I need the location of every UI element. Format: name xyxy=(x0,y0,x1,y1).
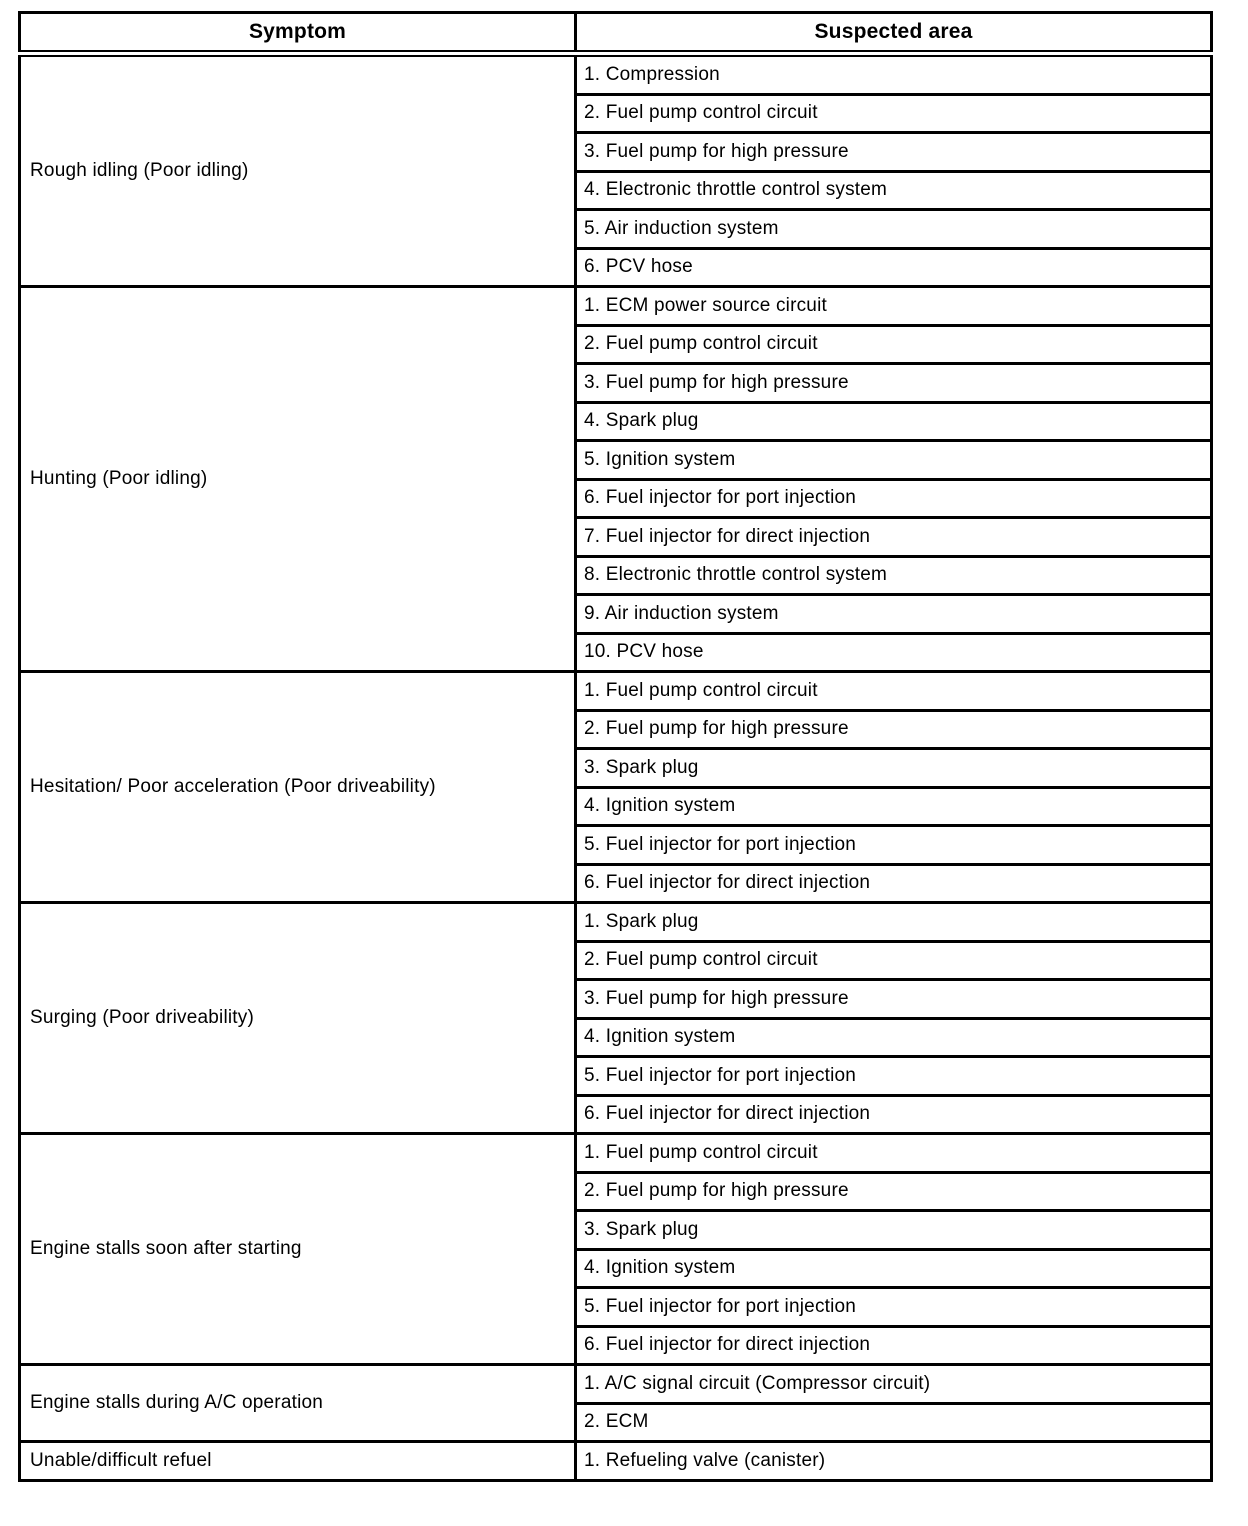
suspected-area-cell: 1. Fuel pump control circuit xyxy=(576,1134,1212,1173)
suspected-area-cell: 1. A/C signal circuit (Compressor circuit) xyxy=(576,1365,1212,1404)
suspected-area-cell: 9. Air induction system xyxy=(576,595,1212,634)
suspected-area-cell: 6. PCV hose xyxy=(576,248,1212,287)
table-row xyxy=(20,1442,1212,1481)
suspected-area-cell: 2. Fuel pump control circuit xyxy=(576,325,1212,364)
suspected-area-cell: 4. Spark plug xyxy=(576,402,1212,441)
suspected-area-cell: 5. Air induction system xyxy=(576,210,1212,249)
symptom-cell: Hesitation/ Poor acceleration (Poor driveability) xyxy=(20,672,576,903)
suspected-area-cell: 4. Ignition system xyxy=(576,787,1212,826)
suspected-area-cell: 10. PCV hose xyxy=(576,633,1212,672)
suspected-area-cell: 4. Ignition system xyxy=(576,1249,1212,1288)
suspected-area-cell: 1. Spark plug xyxy=(576,903,1212,942)
table-body xyxy=(20,54,1212,1481)
suspected-area-cell: 5. Fuel injector for port injection xyxy=(576,826,1212,865)
suspected-area-cell: 7. Fuel injector for direct injection xyxy=(576,518,1212,557)
suspected-area-cell: 3. Fuel pump for high pressure xyxy=(576,980,1212,1019)
suspected-area-cell: 8. Electronic throttle control system xyxy=(576,556,1212,595)
symptom-cell: Unable/difficult refuel xyxy=(20,1442,576,1481)
suspected-area-cell: 6. Fuel injector for direct injection xyxy=(576,1326,1212,1365)
suspected-area-cell: 6. Fuel injector for direct injection xyxy=(576,1095,1212,1134)
suspected-area-cell: 5. Ignition system xyxy=(576,441,1212,480)
suspected-area-cell: 6. Fuel injector for port injection xyxy=(576,479,1212,518)
header-row xyxy=(20,13,1212,54)
suspected-area-cell: 2. Fuel pump for high pressure xyxy=(576,710,1212,749)
suspected-area-cell: 3. Spark plug xyxy=(576,1211,1212,1250)
table-row xyxy=(20,287,1212,326)
suspected-area-cell: 3. Spark plug xyxy=(576,749,1212,788)
suspected-area-cell: 3. Fuel pump for high pressure xyxy=(576,133,1212,172)
suspected-area-cell: 4. Electronic throttle control system xyxy=(576,171,1212,210)
symptom-cell: Hunting (Poor idling) xyxy=(20,287,576,672)
suspected-area-cell: 1. Fuel pump control circuit xyxy=(576,672,1212,711)
suspected-area-column-header: Suspected area xyxy=(576,13,1212,54)
symptom-cell: Rough idling (Poor idling) xyxy=(20,54,576,287)
table-row xyxy=(20,903,1212,942)
table-row xyxy=(20,54,1212,95)
suspected-area-cell: 3. Fuel pump for high pressure xyxy=(576,364,1212,403)
suspected-area-cell: 6. Fuel injector for direct injection xyxy=(576,864,1212,903)
symptom-column-header: Symptom xyxy=(20,13,576,54)
table-row xyxy=(20,1134,1212,1173)
suspected-area-cell: 1. ECM power source circuit xyxy=(576,287,1212,326)
manual-page xyxy=(18,11,1213,1482)
suspected-area-cell: 2. Fuel pump for high pressure xyxy=(576,1172,1212,1211)
symptom-cell: Surging (Poor driveability) xyxy=(20,903,576,1134)
suspected-area-cell: 5. Fuel injector for port injection xyxy=(576,1288,1212,1327)
suspected-area-cell: 2. Fuel pump control circuit xyxy=(576,94,1212,133)
table-row xyxy=(20,672,1212,711)
symptom-diagnosis-table xyxy=(18,11,1213,1482)
suspected-area-cell: 1. Compression xyxy=(576,54,1212,95)
suspected-area-cell: 1. Refueling valve (canister) xyxy=(576,1442,1212,1481)
suspected-area-cell: 2. ECM xyxy=(576,1403,1212,1442)
suspected-area-cell: 2. Fuel pump control circuit xyxy=(576,941,1212,980)
symptom-cell: Engine stalls during A/C operation xyxy=(20,1365,576,1442)
table-row xyxy=(20,1365,1212,1404)
symptom-cell: Engine stalls soon after starting xyxy=(20,1134,576,1365)
suspected-area-cell: 4. Ignition system xyxy=(576,1018,1212,1057)
suspected-area-cell: 5. Fuel injector for port injection xyxy=(576,1057,1212,1096)
